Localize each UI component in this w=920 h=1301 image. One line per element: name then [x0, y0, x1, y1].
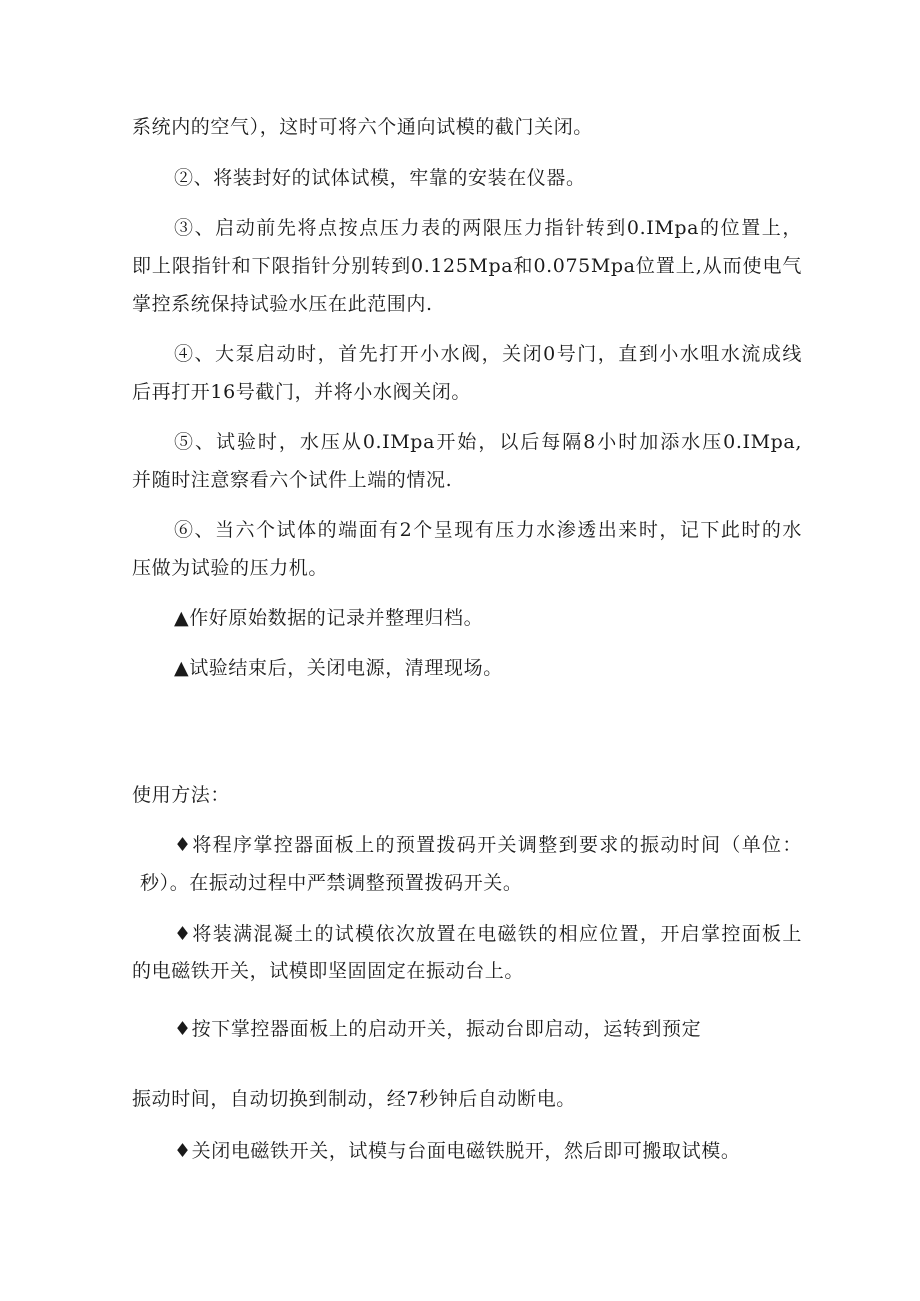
text-line: ④、大泵启动时，首先打开小水阀，关闭0号门，直到小水咀水流成线 — [174, 343, 802, 365]
text-line: 压做为试验的压力机。 — [132, 557, 329, 579]
text-line: 后再打开16号截门，并将小水阀关闭。 — [132, 381, 471, 403]
text-line: ③、启动前先将点按点压力表的两限压力指针转到0.IMpa的位置上， — [174, 217, 802, 239]
text-line: ⑥、当六个试体的端面有2个呈现有压力水渗透出来时，记下此时的水 — [174, 519, 802, 541]
text-line: 振动时间，自动切换到制动，经7秒钟后自动断电。 — [132, 1088, 576, 1110]
text-line: 即上限指针和下限指针分别转到0.125Mpa和0.075Mpa位置上,从而使电气 — [132, 255, 802, 277]
text-line: ②、将装封好的试体试模，牢靠的安装在仪器。 — [174, 167, 586, 189]
text-line: ▲试验结束后，关闭电源，清理现场。 — [174, 657, 503, 679]
text-line: ♦将程序掌控器面板上的预置拨码开关调整到要求的振动时间（单位： — [174, 834, 802, 856]
text-line: ♦关闭电磁铁开关，试模与台面电磁铁脱开，然后即可搬取试模。 — [174, 1140, 741, 1162]
section-heading: 使用方法： — [132, 784, 231, 806]
text-line: ⑤、试验时，水压从0.IMpa开始，以后每隔8小时加添水压0.IMpa, — [174, 431, 802, 453]
text-line: ♦将装满混凝土的试模依次放置在电磁铁的相应位置，开启掌控面板上 — [174, 923, 802, 945]
text-line: 秒）。在振动过程中严禁调整预置拨码开关。 — [140, 872, 523, 894]
text-line: ▲作好原始数据的记录并整理归档。 — [174, 607, 484, 629]
text-line: ♦按下掌控器面板上的启动开关，振动台即启动，运转到预定 — [174, 1018, 702, 1040]
text-line: 并随时注意察看六个试件上端的情况. — [132, 469, 453, 491]
text-line: 掌控系统保持试验水压在此范围内. — [132, 293, 433, 315]
text-line: 的电磁铁开关，试模即坚固固定在振动台上。 — [132, 960, 525, 982]
text-line: 系统内的空气），这时可将六个通向试模的截门关闭。 — [132, 116, 593, 138]
